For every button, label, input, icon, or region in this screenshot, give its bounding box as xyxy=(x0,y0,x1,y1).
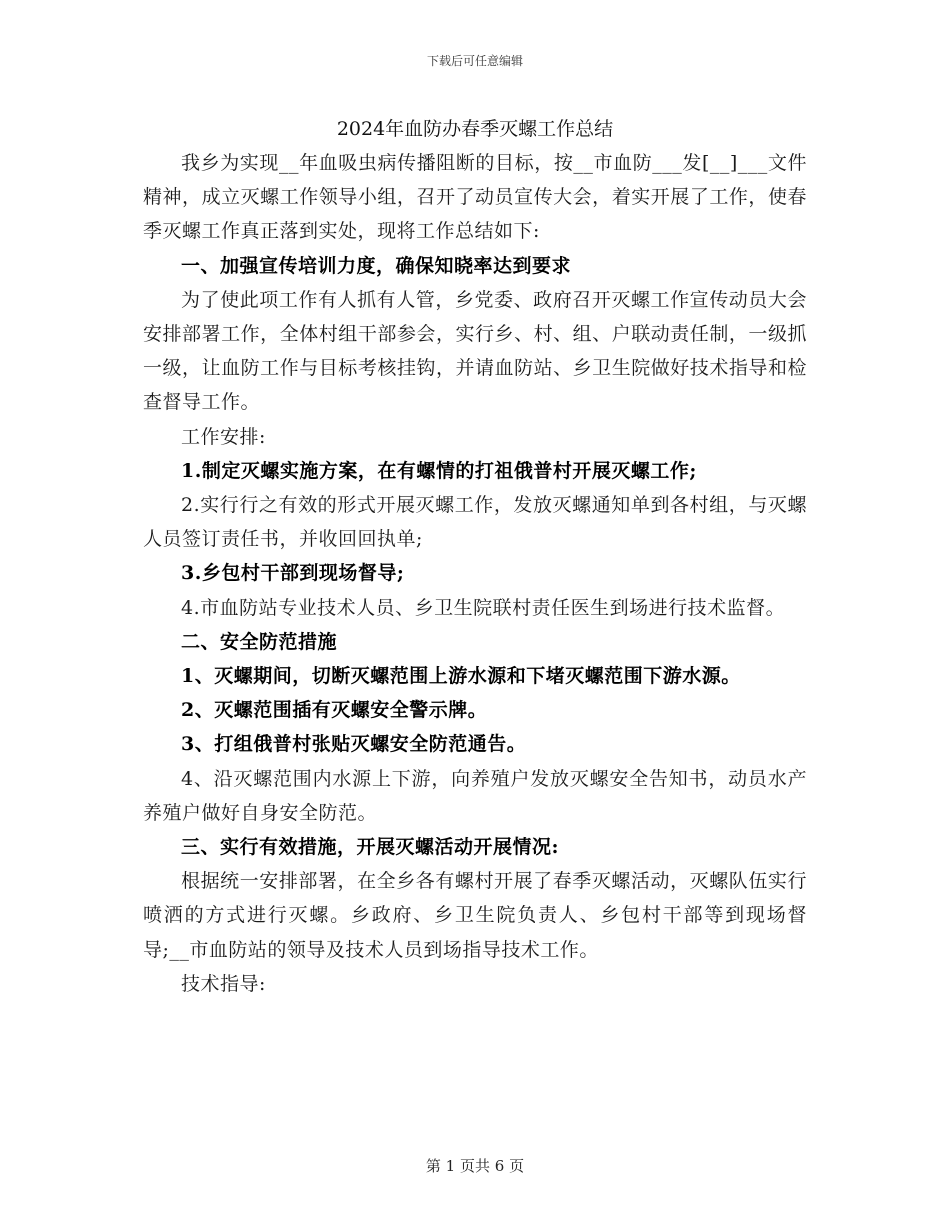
section-heading: 一、加强宣传培训力度，确保知晓率达到要求 xyxy=(181,254,572,277)
body-paragraph: 我乡为实现__年血吸虫病传播阻断的目标，按__市血防___发[__]___文件精神，成立灭螺工作领导小组，召开了动员宣传大会，着实开展了工作，使春季灭螺工作真正落到实处，现将工作总结如下: xyxy=(143,152,807,243)
body-paragraph: 技术指导: xyxy=(181,972,266,995)
page-header xyxy=(0,53,950,69)
document-title: 2024年血防办春季灭螺工作总结 xyxy=(336,118,614,140)
section-heading: 二、安全防范措施 xyxy=(181,630,338,653)
header-note: 下载后可任意编辑 xyxy=(426,54,523,68)
body-paragraph: 2.实行行之有效的形式开展灭螺工作，发放灭螺通知单到各村组，与灭螺人员签订责任书，并收回回执单; xyxy=(143,494,807,551)
body-paragraph: 4.市血防站专业技术人员、乡卫生院联村责任医生到场进行技术监督。 xyxy=(181,596,786,619)
page-footer xyxy=(0,1156,950,1176)
section-heading: 1.制定灭螺实施方案，在有螺情的打祖俄普村开展灭螺工作; xyxy=(181,459,697,482)
paragraph-list xyxy=(143,146,807,1001)
section-heading: 三、实行有效措施，开展灭螺活动开展情况: xyxy=(181,836,560,859)
section-heading: 3.乡包村干部到现场督导; xyxy=(181,562,405,585)
section-heading: 3、打组俄普村张贴灭螺安全防范通告。 xyxy=(181,733,527,756)
section-heading: 1、灭螺期间，切断灭螺范围上游水源和下堵灭螺范围下游水源。 xyxy=(181,665,741,688)
document-body xyxy=(143,112,807,1001)
body-paragraph: 根据统一安排部署，在全乡各有螺村开展了春季灭螺活动，灭螺队伍实行喷洒的方式进行灭螺。乡政府、乡卫生院负责人、乡包村干部等到现场督导;__市血防站的领导及技术人员到场指导技术工作。 xyxy=(143,870,807,961)
page-number: 第 1 页共 6 页 xyxy=(425,1157,525,1175)
body-paragraph: 为了使此项工作有人抓有人管，乡党委、政府召开灭螺工作宣传动员大会安排部署工作，全体村组干部参会，实行乡、村、组、户联动责任制，一级抓一级，让血防工作与目标考核挂钩，并请血防站、乡卫生院做好技术指导和检查督导工作。 xyxy=(143,288,807,414)
body-paragraph: 4、沿灭螺范围内水源上下游，向养殖户发放灭螺安全告知书，动员水产养殖户做好自身安全防范。 xyxy=(143,767,807,824)
body-paragraph: 工作安排: xyxy=(181,425,266,448)
section-heading: 2、灭螺范围插有灭螺安全警示牌。 xyxy=(181,699,488,722)
